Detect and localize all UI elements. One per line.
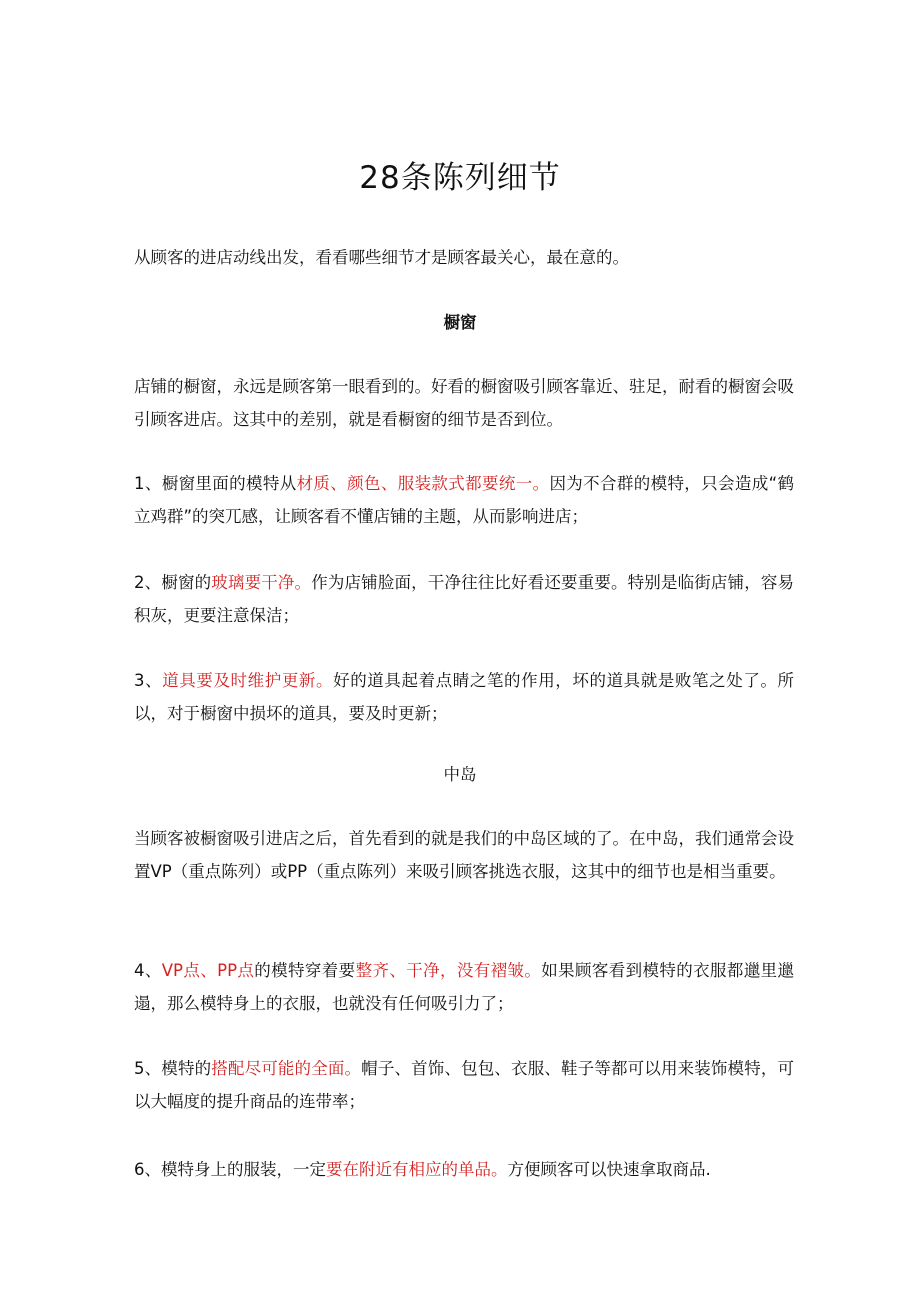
list-item-2	[134, 566, 794, 632]
item-highlight: 搭配尽可能的全面。	[211, 1059, 362, 1078]
list-item-3	[134, 664, 794, 730]
item-prefix: 2、橱窗的	[134, 573, 212, 592]
section-intro-island: 当顾客被橱窗吸引进店之后，首先看到的就是我们的中岛区域的了。在中岛，我们通常会设置VP（重点陈列）或PP（重点陈列）来吸引顾客挑选衣服，这其中的细节也是相当重要。	[134, 829, 794, 881]
item-prefix: 1、橱窗里面的模特从	[134, 474, 297, 493]
item-prefix: 6、模特身上的服装，一定	[134, 1160, 326, 1179]
item-middle: 的模特穿着要	[254, 961, 356, 980]
list-item-5	[134, 1052, 794, 1118]
item-highlight: 要在附近有相应的单品。	[326, 1160, 508, 1179]
item-prefix: 5、模特的	[134, 1059, 212, 1078]
item-prefix: 3、	[134, 671, 163, 690]
item-suffix: 作为店铺脸面，干净往往比好看还要重要。特别是临街店铺，容易积灰，更要注意保洁；	[134, 573, 795, 625]
list-item-4	[134, 954, 794, 1020]
document-title: 28条陈列细节	[359, 160, 561, 196]
item-highlight: VP点、PP点	[161, 961, 255, 980]
item-highlight: 玻璃要干净。	[211, 573, 312, 592]
list-item-6	[134, 1153, 794, 1186]
item-suffix: 如果顾客看到模特的衣服都邋里邋遢，那么模特身上的衣服，也就没有任何吸引力了；	[134, 961, 795, 1013]
item-prefix: 4、	[134, 961, 162, 980]
section-intro-window: 店铺的橱窗，永远是顾客第一眼看到的。好看的橱窗吸引顾客靠近、驻足，耐看的橱窗会吸引顾客进店。这其中的差别，就是看橱窗的细节是否到位。	[134, 377, 794, 429]
item-suffix: 因为不合群的模特，只会造成“鹤立鸡群”的突兀感，让顾客看不懂店铺的主题，从而影响进店；	[134, 474, 795, 526]
item-suffix: 帽子、首饰、包包、衣服、鞋子等都可以用来装饰模特，可以大幅度的提升商品的连带率；	[134, 1059, 795, 1111]
item-highlight-2: 整齐、干净，没有褶皱。	[355, 961, 542, 980]
item-suffix: 好的道具起着点睛之笔的作用，坏的道具就是败笔之处了。所以，对于橱窗中损坏的道具，要及时更新；	[134, 671, 795, 723]
section-heading-island: 中岛	[443, 765, 477, 784]
list-item-1	[134, 467, 794, 533]
item-highlight: 道具要及时维护更新。	[162, 671, 334, 690]
section-heading-window: 橱窗	[443, 313, 477, 332]
item-suffix: 方便顾客可以快速拿取商品.	[507, 1160, 711, 1179]
item-highlight: 材质、颜色、服装款式都要统一。	[296, 474, 550, 493]
intro-paragraph: 从顾客的进店动线出发，看看哪些细节才是顾客最关心，最在意的。	[134, 248, 629, 267]
